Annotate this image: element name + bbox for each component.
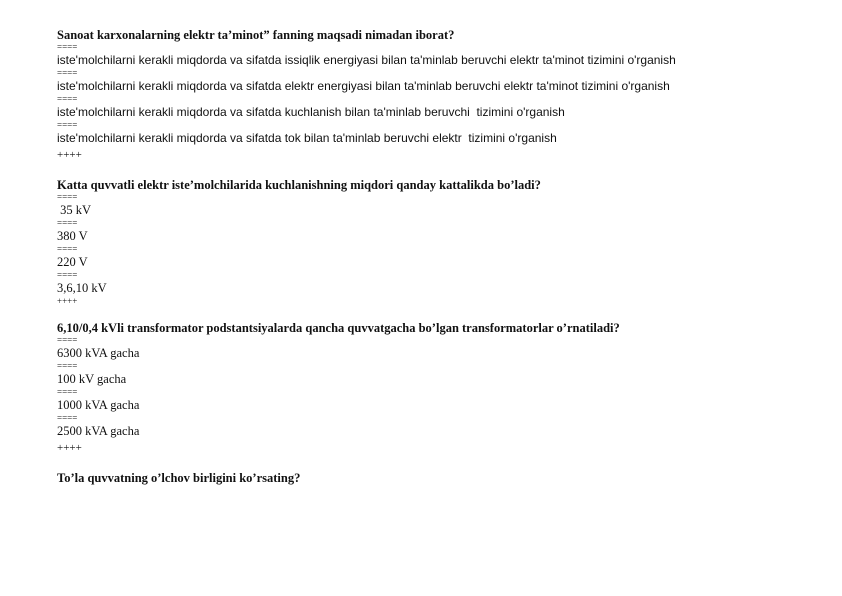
question-text: Sanoat karxonalarning elektr ta’minot” fanning maqsadi nimadan iborat?	[57, 28, 455, 42]
answer-separator: ====	[57, 335, 78, 345]
answer-separator: ====	[57, 244, 78, 254]
answer-option: 35 kV	[57, 203, 92, 217]
answer-separator: ====	[57, 361, 78, 371]
answer-separator: ====	[57, 413, 78, 423]
answer-separator: ====	[57, 42, 78, 52]
answer-option: iste'molchilarni kerakli miqdorda va sifatda kuchlanish bilan ta'minlab beruvchi tizimini o'rganish	[57, 105, 565, 119]
question-block-2	[57, 177, 817, 306]
question-end-marker: ++++	[57, 149, 82, 161]
answer-separator: ====	[57, 94, 78, 104]
answer-option: 6300 kVA gacha	[57, 346, 140, 360]
answer-separator: ====	[57, 120, 78, 130]
answer-option: 1000 kVA gacha	[57, 398, 140, 412]
answer-option: 2500 kVA gacha	[57, 424, 140, 438]
answer-option: iste'molchilarni kerakli miqdorda va sifatda elektr energiyasi bilan ta'minlab beruvchi elektr ta'minot tizimini o'rganish	[57, 79, 670, 93]
answer-separator: ====	[57, 192, 78, 202]
answer-option: iste'molchilarni kerakli miqdorda va sifatda tok bilan ta'minlab beruvchi elektr tizimini o'rganish	[57, 131, 557, 145]
answer-option: iste'molchilarni kerakli miqdorda va sifatda issiqlik energiyasi bilan ta'minlab beruvchi elektr ta'minot tizimini o'rganish	[57, 53, 676, 67]
question-end-marker: ++++	[57, 296, 78, 306]
question-block-3	[57, 320, 817, 456]
answer-separator: ====	[57, 68, 78, 78]
question-block-4	[57, 470, 817, 486]
question-block-1	[57, 27, 817, 163]
question-text: To’la quvvatning o’lchov birligini ko’rsating?	[57, 471, 301, 485]
answer-option: 220 V	[57, 255, 88, 269]
answer-option: 3,6,10 kV	[57, 281, 107, 295]
question-text: Katta quvvatli elektr iste’molchilarida kuchlanishning miqdori qanday kattalikda bo’ladi?	[57, 178, 541, 192]
question-end-marker: ++++	[57, 442, 82, 454]
document-page	[57, 27, 817, 500]
answer-separator: ====	[57, 218, 78, 228]
answer-separator: ====	[57, 270, 78, 280]
answer-option: 380 V	[57, 229, 88, 243]
answer-separator: ====	[57, 387, 78, 397]
question-text: 6,10/0,4 kVli transformator podstantsiyalarda qancha quvvatgacha bo’lgan transformatorlar o’rnatiladi?	[57, 321, 620, 335]
answer-option: 100 kV gacha	[57, 372, 127, 386]
